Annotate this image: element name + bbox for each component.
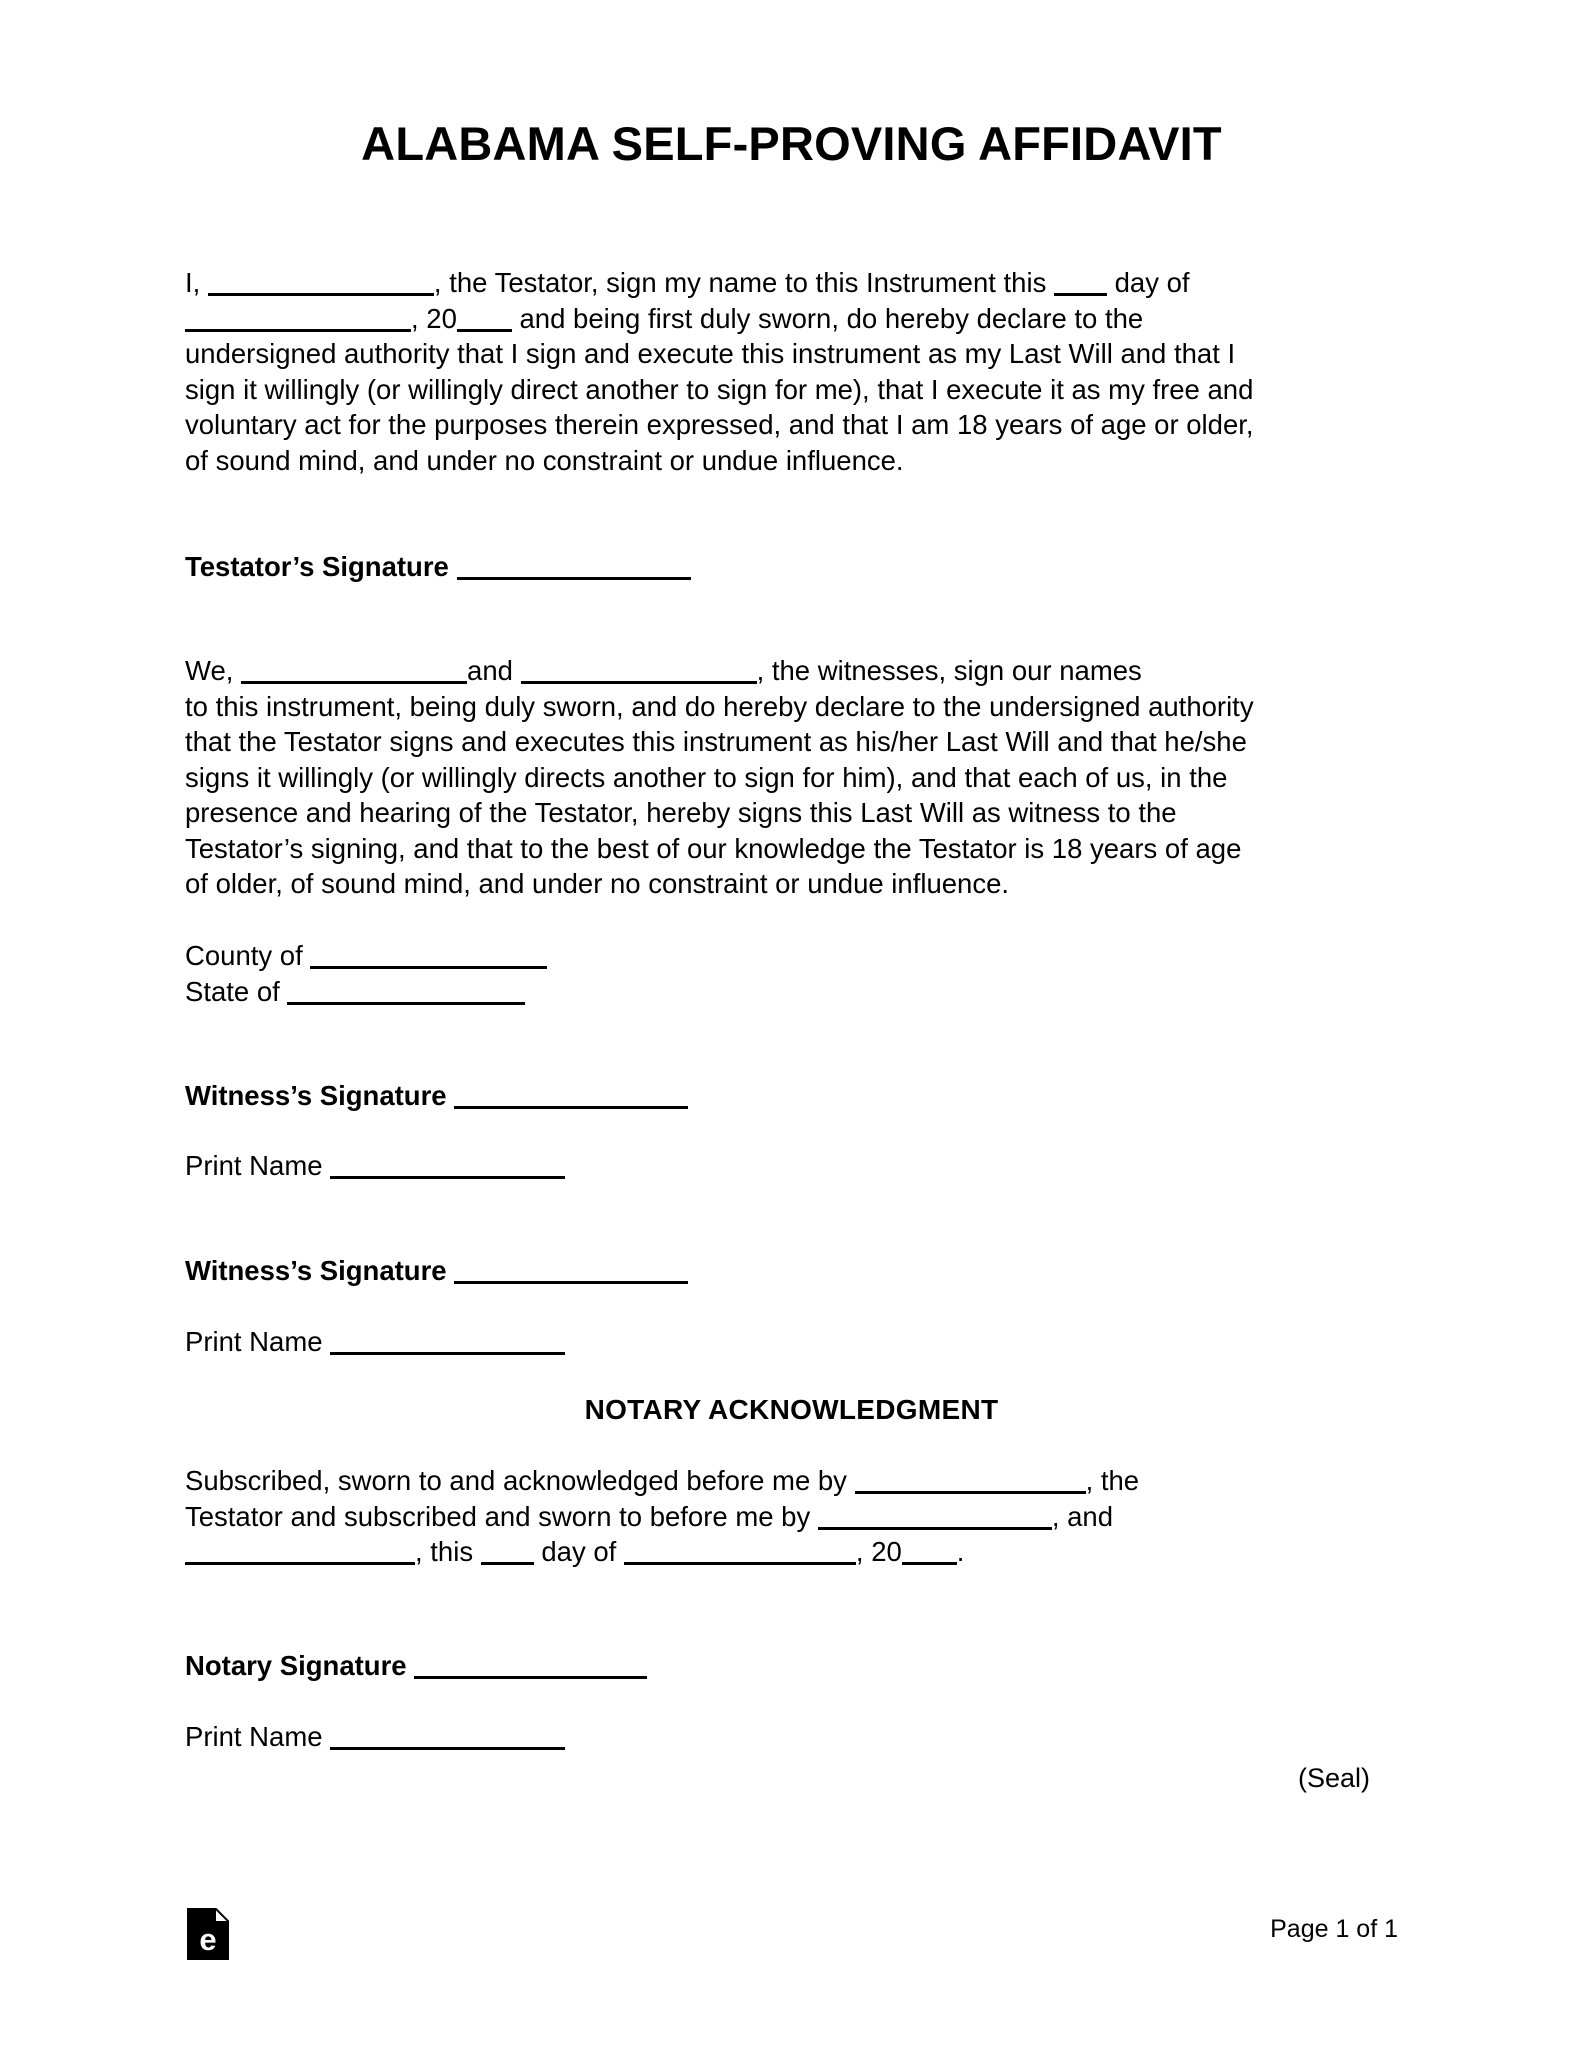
witness-one-signature-row xyxy=(185,1078,688,1114)
notary-witness-two-blank[interactable] xyxy=(185,1541,415,1565)
notary-paragraph xyxy=(185,1463,1390,1570)
notary-testator-name-blank[interactable] xyxy=(855,1470,1086,1494)
testator-signature-blank[interactable] xyxy=(457,556,691,580)
testator-line-3: undersigned authority that I sign and execute this instrument as my Last Will and that I xyxy=(185,338,1236,369)
testator-line-2 xyxy=(185,301,1390,337)
seal-label: (Seal) xyxy=(1298,1763,1371,1793)
testator-signature-row xyxy=(185,549,691,585)
witness-one-name-blank[interactable] xyxy=(241,660,467,684)
witness-two-print-name-blank[interactable] xyxy=(330,1331,565,1355)
witness-line-5: presence and hearing of the Testator, hereby signs this Last Will as witness to the xyxy=(185,797,1177,828)
witness-line-2: to this instrument, being duly sworn, and do hereby declare to the undersigned authority xyxy=(185,690,1254,722)
testator-line-1-text-a: I, xyxy=(185,267,208,298)
witness-line-1-text-b: and xyxy=(467,655,521,686)
state-label: State of xyxy=(185,976,288,1007)
testator-paragraph xyxy=(185,265,1390,478)
testator-signature-label: Testator’s Signature xyxy=(185,551,449,582)
testator-line-2-text-a: , 20 xyxy=(411,302,457,334)
eforms-logo xyxy=(187,1908,229,1960)
witness-two-signature-row xyxy=(185,1253,688,1289)
witness-line-4: signs it willingly (or willingly directs another to sign for him), and that each of us, in the xyxy=(185,761,1228,793)
state-row xyxy=(185,974,525,1010)
witness-line-6: Testator’s signing, and that to the best of our knowledge the Testator is 18 years of age xyxy=(185,832,1242,864)
witness-one-signature-blank[interactable] xyxy=(454,1085,688,1109)
state-blank[interactable] xyxy=(287,981,525,1005)
eforms-logo-letter: e xyxy=(199,1922,217,1957)
notary-print-name-row xyxy=(185,1719,565,1755)
notary-line-1 xyxy=(185,1463,1390,1499)
notary-line-2-text-b: , and xyxy=(1051,1500,1114,1532)
county-blank[interactable] xyxy=(310,945,547,969)
witness-two-print-name-label: Print Name xyxy=(185,1326,323,1357)
testator-line-1-text-c: day of xyxy=(1106,267,1190,298)
notary-witness-one-blank[interactable] xyxy=(818,1506,1052,1530)
testator-line-6: of sound mind, and under no constraint or undue influence. xyxy=(185,444,904,476)
page-number: Page 1 of 1 xyxy=(1270,1915,1398,1943)
testator-line-2-text-b: and being first duly sworn, do hereby declare to the xyxy=(511,302,1144,334)
witness-line-3: that the Testator signs and executes this instrument as his/her Last Will and that he/she xyxy=(185,726,1247,757)
testator-year-blank[interactable] xyxy=(457,308,512,332)
testator-name-blank[interactable] xyxy=(208,272,434,296)
notary-line-3-text-d: . xyxy=(956,1536,965,1567)
notary-line-3 xyxy=(185,1534,1390,1570)
page-title: ALABAMA SELF-PROVING AFFIDAVIT xyxy=(361,117,1222,170)
notary-signature-blank[interactable] xyxy=(414,1655,647,1679)
notary-day-blank[interactable] xyxy=(481,1541,534,1565)
witness-two-name-blank[interactable] xyxy=(521,660,757,684)
testator-day-blank[interactable] xyxy=(1054,272,1107,296)
document-page-icon xyxy=(187,1908,229,1960)
notary-month-blank[interactable] xyxy=(624,1541,856,1565)
notary-print-name-blank[interactable] xyxy=(330,1726,565,1750)
notary-line-1-text-a: Subscribed, sworn to and acknowledged before me by xyxy=(185,1465,855,1496)
notary-signature-label: Notary Signature xyxy=(185,1650,407,1681)
notary-line-1-text-b: , the xyxy=(1085,1465,1140,1496)
witness-paragraph xyxy=(185,653,1390,902)
witness-one-print-name-row xyxy=(185,1148,565,1184)
witness-line-1-text-c: , the witnesses, sign our names xyxy=(756,655,1142,686)
witness-line-7: of older, of sound mind, and under no constraint or undue influence. xyxy=(185,868,1010,899)
testator-month-blank[interactable] xyxy=(185,308,411,332)
witness-two-signature-label: Witness’s Signature xyxy=(185,1255,447,1286)
notary-print-name-label: Print Name xyxy=(185,1721,323,1752)
witness-line-1 xyxy=(185,653,1390,689)
testator-line-5: voluntary act for the purposes therein expressed, and that I am 18 years of age or older, xyxy=(185,409,1254,440)
witness-one-print-name-label: Print Name xyxy=(185,1150,323,1181)
notary-line-2-text-a: Testator and subscribed and sworn to before me by xyxy=(185,1500,818,1532)
notary-acknowledgment-heading: NOTARY ACKNOWLEDGMENT xyxy=(584,1394,999,1425)
witness-one-print-name-blank[interactable] xyxy=(330,1155,565,1179)
witness-two-print-name-row xyxy=(185,1324,565,1360)
witness-line-1-text-a: We, xyxy=(185,655,242,686)
testator-line-1-text-b: , the Testator, sign my name to this Instrument this xyxy=(433,267,1054,298)
notary-line-2 xyxy=(185,1499,1390,1535)
county-row xyxy=(185,938,547,974)
county-label: County of xyxy=(185,940,311,971)
notary-signature-row xyxy=(185,1648,647,1684)
notary-line-3-text-a: , this xyxy=(415,1536,481,1567)
notary-line-3-text-c: , 20 xyxy=(855,1536,902,1567)
witness-two-signature-blank[interactable] xyxy=(454,1260,688,1284)
testator-line-4: sign it willingly (or willingly direct another to sign for me), that I execute it as my free and xyxy=(185,373,1254,405)
witness-one-signature-label: Witness’s Signature xyxy=(185,1080,447,1111)
notary-line-3-text-b: day of xyxy=(533,1536,624,1567)
testator-line-1 xyxy=(185,265,1390,301)
notary-year-blank[interactable] xyxy=(902,1541,957,1565)
